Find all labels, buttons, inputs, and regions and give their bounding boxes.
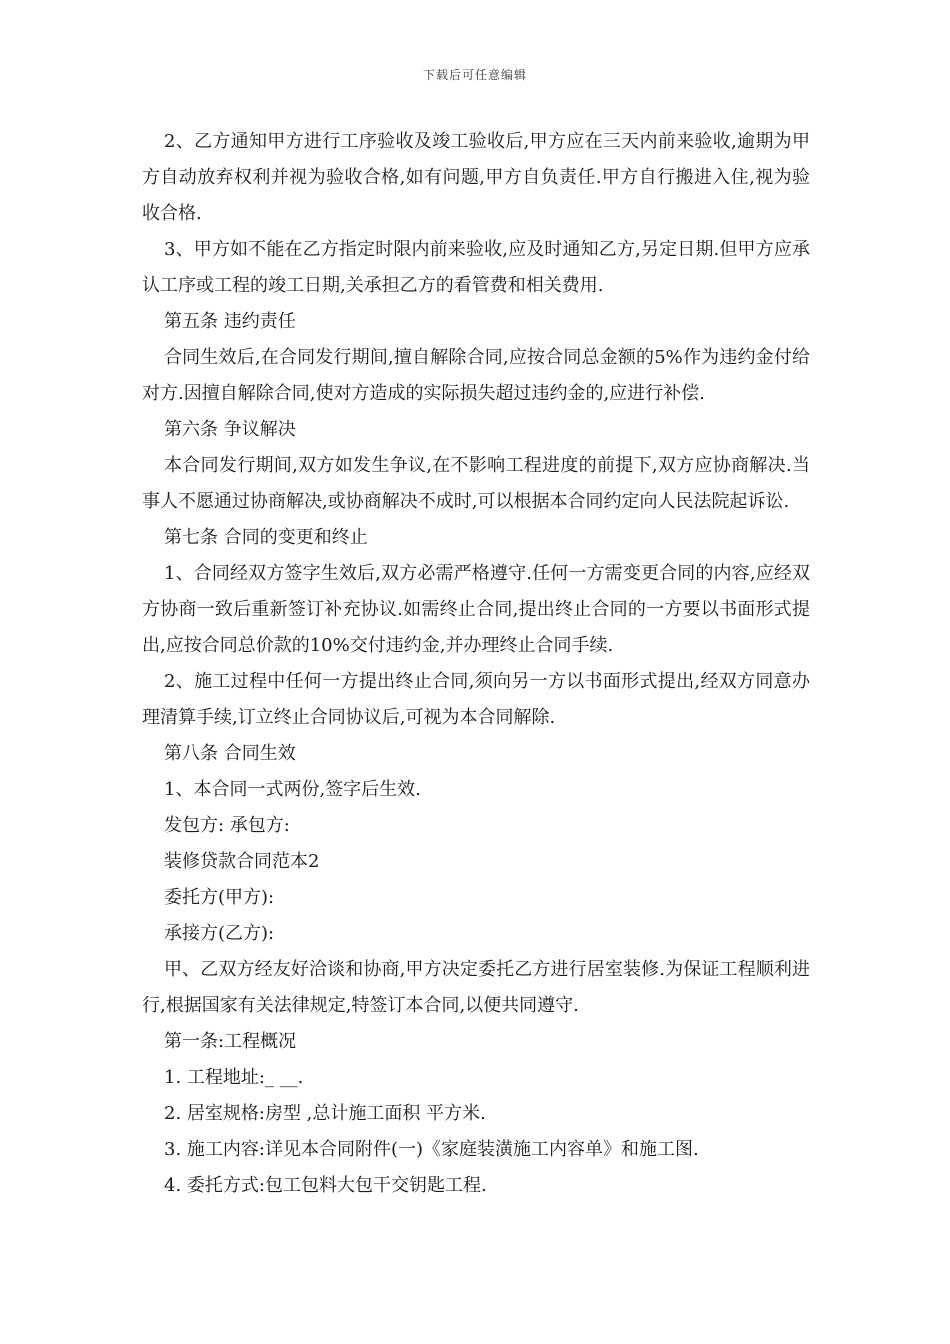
page-header-note: 下载后可任意编辑 bbox=[422, 68, 527, 82]
document-body bbox=[142, 124, 810, 1204]
section-heading-change-termination: 第七条 合同的变更和终止 bbox=[164, 527, 368, 548]
clause-paragraph-acceptance-delay: 3、甲方如不能在乙方指定时限内前来验收,应及时通知乙方,另定日期.但甲方应承认工序或工程的竣工日期,关承担乙方的看管费和相关费用. bbox=[142, 239, 810, 296]
section-heading-dispute: 第六条 争议解决 bbox=[164, 419, 296, 440]
clause-paragraph-change: 1、合同经双方签字生效后,双方必需严格遵守.任何一方需变更合同的内容,应经双方协商一致后重新签订补充协议.如需终止合同,提出终止合同的一方要以书面形式提出,应按合同总价款的10%交付违约金,并办理终止合同手续. bbox=[142, 563, 810, 656]
party-a-label: 委托方(甲方): bbox=[164, 887, 275, 908]
section-heading-overview: 第一条:工程概况 bbox=[164, 1031, 297, 1052]
clause-paragraph-acceptance: 2、乙方通知甲方进行工序验收及竣工验收后,甲方应在三天内前来验收,逾期为甲方自动放弃权利并视为验收合格,如有问题,甲方自负责任.甲方自行搬进入住,视为验收合格. bbox=[142, 131, 810, 224]
overview-item-spec: 2. 居室规格:房型 ,总计施工面积 平方米. bbox=[164, 1103, 486, 1124]
overview-item-content: 3. 施工内容:详见本合同附件(一)《家庭装潢施工内容单》和施工图. bbox=[164, 1139, 699, 1160]
overview-item-address: 1. 工程地址:_ __. bbox=[164, 1067, 304, 1088]
clause-paragraph-termination: 2、施工过程中任何一方提出终止合同,须向另一方以书面形式提出,经双方同意办理清算手续,订立终止合同协议后,可视为本合同解除. bbox=[142, 671, 810, 728]
clause-paragraph-effect: 1、本合同一式两份,签字后生效. bbox=[164, 779, 421, 800]
contract-preamble: 甲、乙双方经友好洽谈和协商,甲方决定委托乙方进行居室装修.为保证工程顺利进行,根据国家有关法律规定,特签订本合同,以便共同遵守. bbox=[142, 959, 810, 1016]
overview-item-method: 4. 委托方式:包工包料大包干交钥匙工程. bbox=[164, 1175, 487, 1196]
section-heading-breach: 第五条 违约责任 bbox=[164, 311, 296, 332]
section-heading-effect: 第八条 合同生效 bbox=[164, 743, 296, 764]
contract-title: 装修贷款合同范本2 bbox=[164, 851, 320, 872]
clause-paragraph-dispute: 本合同发行期间,双方如发生争议,在不影响工程进度的前提下,双方应协商解决.当事人不愿通过协商解决,或协商解决不成时,可以根据本合同约定向人民法院起诉讼. bbox=[142, 455, 810, 512]
party-b-label: 承接方(乙方): bbox=[164, 923, 275, 944]
signature-line: 发包方: 承包方: bbox=[164, 815, 290, 836]
clause-paragraph-breach: 合同生效后,在合同发行期间,擅自解除合同,应按合同总金额的5%作为违约金付给对方.因擅自解除合同,使对方造成的实际损失超过违约金的,应进行补偿. bbox=[142, 347, 810, 404]
